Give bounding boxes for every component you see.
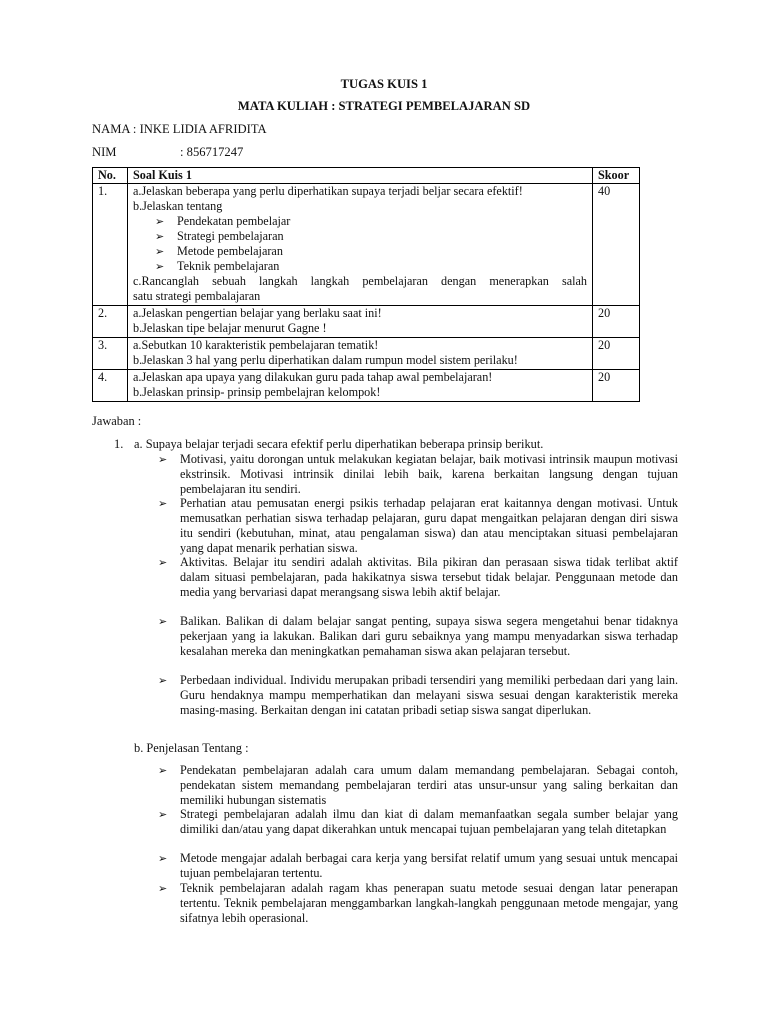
quiz-table	[92, 167, 640, 402]
arrow-bullet-icon: ➢	[158, 764, 168, 777]
answer-item: Pendekatan pembelajaran adalah cara umum dalam memandang pembelajaran. Sebagai contoh, pendekatan sistem memandang pembelajaran terdiri atas unsur-unsur yang saling berkaitan dan memiliki hubungan sistematis	[180, 763, 678, 807]
arrow-bullet-icon: ➢	[155, 245, 165, 258]
row-question	[128, 370, 593, 402]
answer-item: Perbedaan individual. Individu merupakan pribadi tersendiri yang memiliki perbedaan dari yang lain. Guru hendaknya mampu memperhatikan dan melayani siswa sesuai dengan karakteristik mereka masing-masing. Berkaitan dengan ini catatan pribadi setiap siswa sangat diperlukan.	[180, 673, 678, 717]
row-score: 40	[593, 184, 640, 306]
answer-item: Aktivitas. Belajar itu sendiri adalah aktivitas. Bila pikiran dan perasaan siswa tidak terlibat aktif dalam situasi pembelajaran, pada hakikatnya siswa tersebut tidak belajar. Penggunaan metode dan media yang bervariasi dapat merangsang siswa lebih aktif belajar.	[180, 555, 678, 599]
answers-heading: Jawaban :	[92, 414, 142, 428]
arrow-bullet-icon: ➢	[158, 615, 168, 628]
question-line: b.Jelaskan 3 hal yang perlu diperhatikan dalam rumpun model sistem perilaku!	[133, 353, 518, 367]
header-question: Soal Kuis 1	[128, 168, 593, 184]
row-no: 2.	[93, 306, 128, 338]
answer-a-intro: a. Supaya belajar terjadi secara efektif perlu diperhatikan beberapa prinsip berikut.	[134, 437, 544, 451]
header-score: Skoor	[593, 168, 640, 184]
answer-item: Teknik pembelajaran adalah ragam khas penerapan suatu metode sesuai dengan latar penerapan tertentu. Teknik pembelajaran menggambarkan langkah-langkah penggunaan metode mengajar, yang sifatnya lebih operasional.	[180, 881, 678, 925]
row-question	[128, 338, 593, 370]
answer-item: Perhatian atau pemusatan energi psikis terhadap pelajaran erat kaitannya dengan motivasi. Untuk memusatkan perhatian siswa terhadap pelajaran, guru dapat mengaitkan pelajaran dengan diri siswa itu sendiri (kebutuhan, minat, atau pengalaman siswa) dan atau menciptakan situasi pembelajaran yang dapat menarik perhatian siswa.	[180, 496, 678, 555]
course-title: MATA KULIAH : STRATEGI PEMBELAJARAN SD	[237, 99, 531, 113]
sub-item: ➢ Teknik pembelajaran	[155, 259, 280, 273]
row-score: 20	[593, 306, 640, 338]
row-no: 1.	[93, 184, 128, 306]
table-row	[93, 370, 640, 402]
question-line: a.Jelaskan pengertian belajar yang berlaku saat ini!	[133, 306, 382, 320]
sub-item: ➢ Metode pembelajaran	[155, 244, 283, 258]
header-no: No.	[93, 168, 128, 184]
answer-b-intro: b. Penjelasan Tentang :	[134, 741, 249, 755]
nim-value: : 856717247	[180, 145, 244, 159]
arrow-bullet-icon: ➢	[158, 497, 168, 510]
answer-item: Balikan. Balikan di dalam belajar sangat penting, supaya siswa segera mengetahui benar tidaknya pekerjaan yang ia lakukan. Balikan dari guru sebaiknya yang mampu menyadarkan siswa terhadap kesalahan mereka dan meningkatkan pemahaman siswa akan pelajaran tersebut.	[180, 614, 678, 658]
nim-label: NIM	[92, 145, 117, 159]
question-line: b.Jelaskan prinsip- prinsip pembelajran kelompok!	[133, 385, 381, 399]
sub-item: ➢ Pendekatan pembelajar	[155, 214, 291, 228]
arrow-bullet-icon: ➢	[158, 808, 168, 821]
arrow-bullet-icon: ➢	[158, 674, 168, 687]
row-no: 3.	[93, 338, 128, 370]
answer-number: 1.	[114, 437, 124, 451]
question-line: a.Jelaskan apa upaya yang dilakukan guru pada tahap awal pembelajaran!	[133, 370, 493, 384]
answer-item: Strategi pembelajaran adalah ilmu dan kiat di dalam memanfaatkan segala sumber belajar yang dimiliki dan/atau yang dapat dikerahkan untuk mencapai tujuan pembelajaran yang telah ditetapkan	[180, 807, 678, 836]
row-question	[128, 184, 593, 306]
table-row	[93, 306, 640, 338]
arrow-bullet-icon: ➢	[158, 882, 168, 895]
arrow-bullet-icon: ➢	[158, 556, 168, 569]
table-row	[93, 184, 640, 306]
answer-item: Metode mengajar adalah berbagai cara kerja yang bersifat relatif umum yang sesuai untuk mencapai tujuan pembelajaran tertentu.	[180, 851, 678, 880]
row-no: 4.	[93, 370, 128, 402]
row-question	[128, 306, 593, 338]
table-header-row	[93, 168, 640, 184]
table-row	[93, 338, 640, 370]
arrow-bullet-icon: ➢	[158, 852, 168, 865]
row-score: 20	[593, 338, 640, 370]
arrow-bullet-icon: ➢	[158, 453, 168, 466]
question-line: b.Jelaskan tipe belajar menurut Gagne !	[133, 321, 327, 335]
arrow-bullet-icon: ➢	[155, 215, 165, 228]
question-line: b.Jelaskan tentang	[133, 199, 223, 213]
sub-item: ➢ Strategi pembelajaran	[155, 229, 284, 243]
arrow-bullet-icon: ➢	[155, 230, 165, 243]
row-score: 20	[593, 370, 640, 402]
document-title: TUGAS KUIS 1	[340, 77, 428, 91]
question-line: a.Jelaskan beberapa yang perlu diperhatikan supaya terjadi beljar secara efektif!	[133, 184, 523, 198]
question-line: a.Sebutkan 10 karakteristik pembelajaran tematik!	[133, 338, 379, 352]
answer-item: Motivasi, yaitu dorongan untuk melakukan kegiatan belajar, baik motivasi intrinsik maupun motivasi ekstrinsik. Motivasi intrinsik dinilai lebih baik, karena berkaitan langsung dengan tujuan pembelajaran itu sendiri.	[180, 452, 678, 496]
arrow-bullet-icon: ➢	[155, 260, 165, 273]
student-name: NAMA : INKE LIDIA AFRIDITA	[92, 122, 267, 136]
question-line: satu strategi pembalajaran	[133, 289, 261, 303]
question-line: c.Rancanglah sebuah langkah langkah pembelajaran dengan menerapkan salah	[133, 274, 587, 288]
